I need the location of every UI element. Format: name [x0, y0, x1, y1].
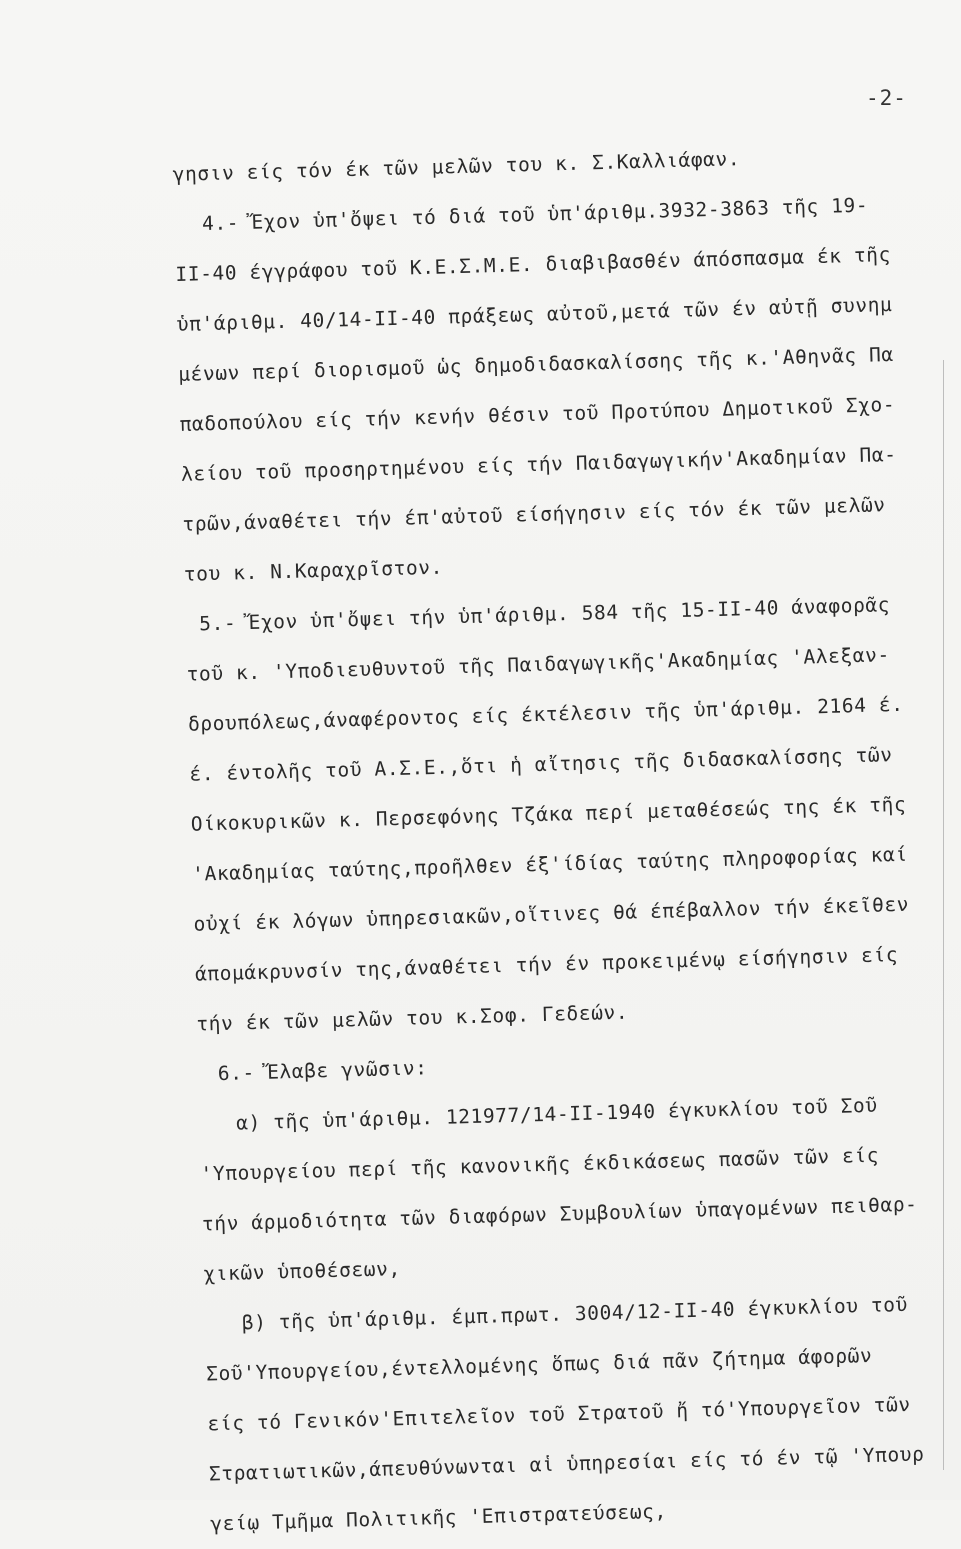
text-line: άπομάκρυνσίν της,άναθέτει τήν έν προκειμένῳ είσήγησιν είς: [194, 943, 899, 986]
document-body: [172, 129, 961, 1549]
text-line: δρουπόλεως,άναφέροντος είς έκτέλεσιν τῆς ὑπ'άριθμ. 2164 έ.: [187, 692, 904, 736]
text-line: μένων περί διορισμοῦ ὡς δημοδιδασκαλίσσης τῆς κ.'Αθηνᾶς Πα: [177, 342, 895, 386]
text-line: 'Ακαδημίας ταύτης,προῆλθεν έξ'ίδίας ταύτης πληροφορίας καί: [191, 842, 909, 886]
text-line: Στρατιωτικῶν,άπευθύνωνται αἱ ὑπηρεσίαι είς τό έν τῷ 'Υπουρ: [208, 1442, 925, 1486]
text-line: 4.- Ἔχον ὑπ'ὄψει τό διά τοῦ ὑπ'άριθμ.3932-3863 τῆς 19-: [201, 193, 869, 236]
text-line: παδοπούλου είς τήν κενήν θέσιν τοῦ Προτύπου Δημοτικοῦ Σχο-: [179, 392, 896, 436]
text-line: οὐχί έκ λόγων ὑπηρεσιακῶν,οἵτινες θά έπέβαλλον τήν έκεῖθεν: [193, 892, 910, 936]
text-line: γησιν είς τόν έκ τῶν μελῶν του κ. Σ.Καλλιάφαν.: [172, 147, 741, 186]
text-line: 5.- Ἔχον ὑπ'ὄψει τήν ὑπ'άριθμ. 584 τῆς 15-ΙΙ-40 άναφορᾶς: [198, 593, 891, 636]
text-line: ΙΙ-40 έγγράφου τοῦ Κ.Ε.Σ.Μ.Ε. διαβιβασθέν άπόσπασμα έκ τῆς: [175, 242, 892, 286]
text-line: 'Υπουργείου περί τῆς κανονικῆς έκδικάσεως πασῶν τῶν είς: [200, 1143, 880, 1186]
text-line: τήν έκ τῶν μελῶν του κ.Σοφ. Γεδεών.: [196, 1000, 629, 1036]
text-line: λείου τοῦ προσηρτημένου είς τήν Παιδαγωγικήν'Ακαδημίαν Πα-: [180, 442, 897, 486]
text-line: 6.- Ἔλαβε γνῶσιν:: [217, 1056, 428, 1086]
text-line: γείῳ Τμῆμα Πολιτικῆς 'Επιστρατεύσεως,: [210, 1499, 668, 1536]
text-line: Οίκοκυρικῶν κ. Περσεφόνης Τζάκα περί μεταθέσεώς της έκ τῆς: [190, 792, 907, 836]
text-line: του κ. Ν.Καραχρῖστον.: [183, 555, 444, 586]
text-line: τοῦ κ. 'Υποδιευθυντοῦ τῆς Παιδαγωγικῆς'Ακαδημίας 'Αλεξαν-: [186, 643, 891, 686]
text-line: α) τῆς ὑπ'άριθμ. 121977/14-ΙΙ-1940 έγκυκλίου τοῦ Σοῦ: [198, 1093, 878, 1136]
text-line: ὑπ'άριθμ. 40/14-ΙΙ-40 πράξεως αὐτοῦ,μετά τῶν έν αὐτῇ συνημ: [176, 292, 893, 336]
text-line: είς τό Γενικόν'Επιτελεῖον τοῦ Στρατοῦ ἤ τό'Υπουργεῖον τῶν: [207, 1392, 912, 1436]
text-line: Σοῦ'Υπουργείου,έντελλομένης ὅπως διά πᾶν ζήτημα άφορῶν: [205, 1343, 873, 1386]
text-line: β) τῆς ὑπ'άριθμ. έμπ.πρωτ. 3004/12-ΙΙ-40 έγκυκλίου τοῦ: [204, 1292, 909, 1336]
text-line: τρῶν,άναθέτει τήν έπ'αὐτοῦ είσήγησιν είς τόν έκ τῶν μελῶν: [182, 493, 886, 536]
text-line: χικῶν ὑποθέσεων,: [203, 1257, 402, 1286]
page-number: -2-: [866, 86, 907, 110]
text-line: τήν άρμοδιότητα τῶν διαφόρων Συμβουλίων ὑπαγομένων πειθαρ-: [201, 1192, 918, 1236]
text-line: έ. έντολῆς τοῦ Α.Σ.Ε.,ὅτι ἡ αἴτησις τῆς διδασκαλίσσης τῶν: [189, 743, 893, 786]
